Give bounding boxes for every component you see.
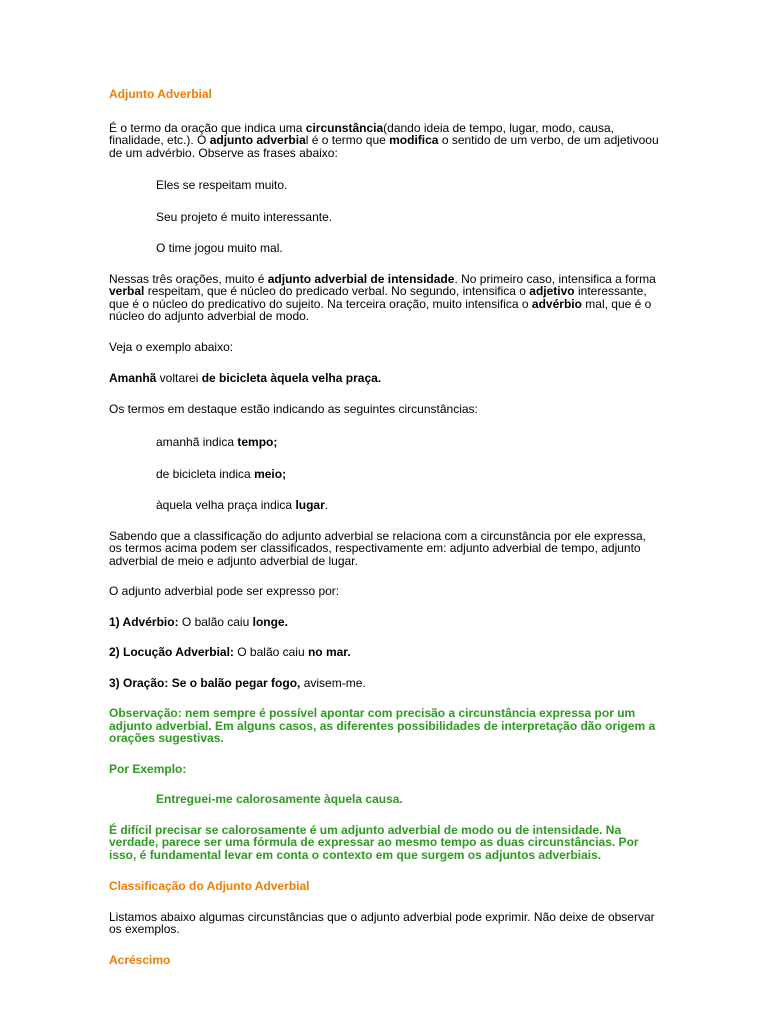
list-item-oracao: 3) Oração: Se o balão pegar fogo, avisem-me. (109, 675, 366, 690)
os-termos-text: Os termos em destaque estão indicando as seguintes circunstâncias: (109, 401, 478, 416)
circumstance-item: àquela velha praça indica lugar. (156, 498, 329, 512)
circumstance-item: amanhã indica tempo; (156, 435, 278, 449)
veja-text: Veja o exemplo abaixo: (109, 339, 234, 354)
listamos-paragraph: Listamos abaixo algumas circunstâncias que o adjunto adverbial pode exprimir. Não deixe de observar os exemplos. (109, 909, 655, 936)
example-sentence-1: Eles se respeitam muito. (156, 178, 288, 192)
intro-paragraph: É o termo da oração que indica uma circunstância(dando ideia de tempo, lugar, modo, causa, finalidade, etc.). O adjunto adverbial é o termo que modifica o sentido de um verbo, de um adjetivoou de um advérbio. Observe as frases abaixo: (109, 120, 659, 160)
circumstance-item: de bicicleta indica meio; (156, 466, 287, 481)
section-heading-classificacao: Classificação do Adjunto Adverbial (109, 879, 310, 893)
example-highlight-sentence: Amanhã voltarei de bicicleta àquela velha praça. (109, 371, 382, 385)
por-exemplo-label: Por Exemplo: (109, 761, 187, 776)
example-entreguei: Entreguei-me calorosamente àquela causa. (156, 792, 403, 806)
classification-paragraph: Sabendo que a classificação do adjunto adverbial se relaciona com a circunstância por ele expressa, os termos acima podem ser classificados, respectivamente em: adjunto adverbial de tempo, adjunto adverbial de meio e adjunto adverbial de lugar. (109, 528, 646, 568)
observation-note: Observação: nem sempre é possível apontar com precisão a circunstância expressa por um adjunto adverbial. Em alguns casos, as diferentes possibilidades de interpretação dão origem a orações sugestivas. (109, 706, 656, 745)
list-item-locucao: 2) Locução Adverbial: O balão caiu no mar. (109, 645, 351, 659)
intensity-paragraph: Nessas três orações, muito é adjunto adverbial de intensidade. No primeiro caso, intensifica a forma verbal respeitam, que é núcleo do predicado verbal. No segundo, intensifica o adjetivo interessante, que é o núcleo do predicativo do sujeito. Na terceira oração, muito intensifica o advérbio mal, que é o núcleo do adjunto adverbial de modo. (109, 271, 656, 323)
example-sentence-3: O time jogou muito mal. (156, 241, 283, 255)
list-item-adverbio: 1) Advérbio: O balão caiu longe. (109, 614, 288, 629)
page-title: Adjunto Adverbial (109, 87, 212, 101)
example-sentence-2: Seu projeto é muito interessante. (156, 209, 333, 224)
expresso-text: O adjunto adverbial pode ser expresso por: (109, 584, 340, 598)
difficulty-note: É difícil precisar se calorosamente é um adjunto adverbial de modo ou de intensidade. Na verdade, parece ser uma fórmula de expressar ao mesmo tempo as duas circunstâncias. Por isso, é fundamental levar em conta o contexto em que surgem os adjuntos adverbiais. (109, 822, 639, 862)
section-heading-acrescimo: Acréscimo (109, 952, 171, 967)
